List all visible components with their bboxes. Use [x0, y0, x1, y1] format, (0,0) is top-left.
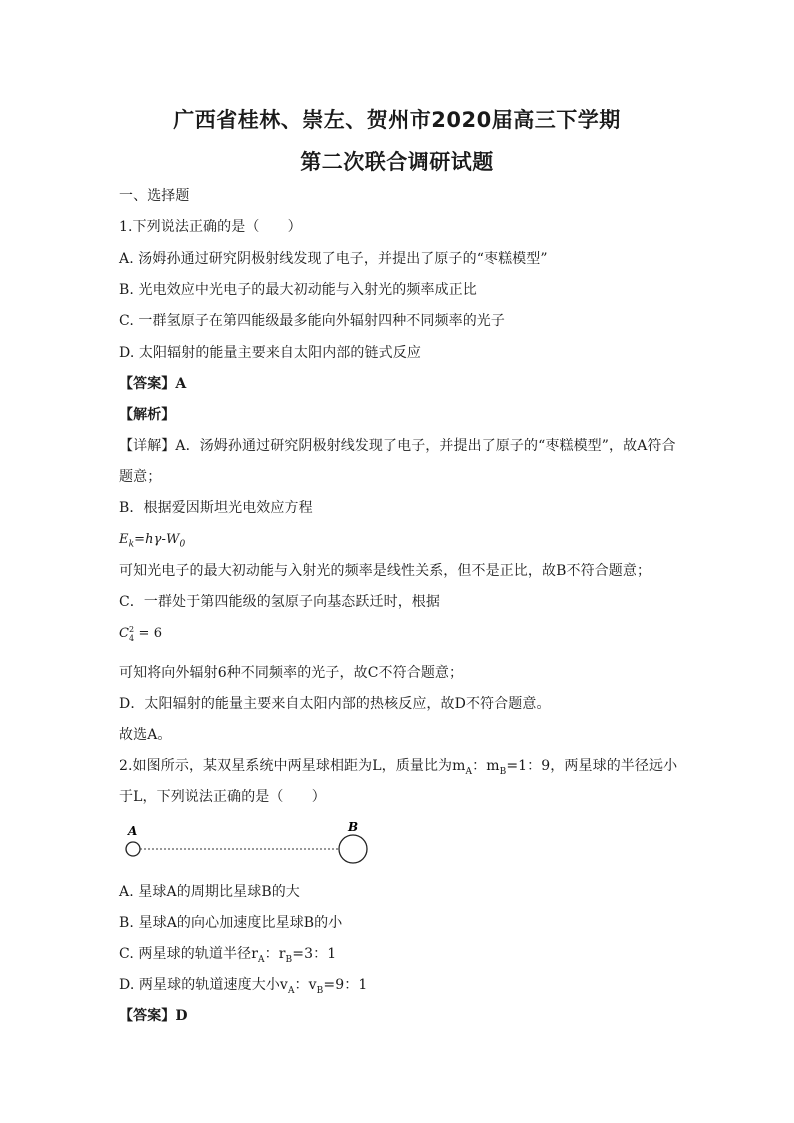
formula-c-rest: = 6 [134, 626, 163, 641]
q2-stem-ratio: =1：9，两星球的半径远小 [506, 758, 678, 774]
q2-stem-text: 2.如图所示，某双星系统中两星球相距为L，质量比为m [119, 758, 466, 774]
title-line-1: 广西省桂林、崇左、贺州市2020届高三下学期 [173, 108, 621, 132]
q1-detail-b-1: B．根据爱因斯坦光电效应方程 [119, 500, 313, 516]
q2-option-d [119, 975, 367, 1001]
diagram-label-a: A [128, 824, 138, 838]
star-b-circle [339, 835, 367, 863]
q1-conclusion: 故选A。 [119, 727, 172, 743]
formula-w-sub: 0 [179, 539, 186, 550]
q1-stem: 1.下列说法正确的是（ ） [119, 219, 302, 235]
q1-answer: 【答案】A [119, 376, 187, 392]
q2-option-d-post: =9：1 [323, 977, 368, 993]
q2-stem-line-1 [119, 756, 677, 782]
q2-option-d-pre: D. 两星球的轨道速度大小v [119, 977, 288, 993]
q1-formula-photoelectric [119, 530, 185, 555]
q2-option-c-pre: C. 两星球的轨道半径r [119, 946, 259, 962]
q2-option-c-sub-a: A [258, 954, 265, 965]
q2-option-c-sub-b: B [285, 954, 293, 965]
q2-option-d-sub-a: A [287, 985, 295, 996]
star-a-circle [126, 842, 140, 856]
formula-ek: E [119, 532, 129, 547]
q2-option-d-sub-b: B [316, 985, 324, 996]
q1-detail-c-1: C．一群处于第四能级的氢原子向基态跃迁时，根据 [119, 594, 441, 610]
q2-option-c [119, 944, 336, 970]
q2-stem-sub-a: A [465, 766, 473, 777]
q2-option-c-post: =3：1 [292, 946, 337, 962]
q1-detail-d: D．太阳辐射的能量主要来自太阳内部的热核反应，故D不符合题意。 [119, 696, 551, 712]
q1-analysis-label: 【解析】 [119, 407, 176, 423]
q1-detail-c-2: 可知将向外辐射6种不同频率的光子，故C不符合题意； [119, 665, 464, 681]
formula-c-sup: 2 [129, 624, 135, 634]
q2-stem-colon: ：m [472, 758, 500, 774]
q1-formula-combination [119, 624, 162, 644]
title-line-2: 第二次联合调研试题 [300, 150, 494, 174]
q2-option-d-mid: ：v [294, 977, 317, 993]
q1-option-d: D. 太阳辐射的能量主要来自太阳内部的链式反应 [119, 345, 421, 361]
q2-option-b: B. 星球A的向心加速度比星球B的小 [119, 915, 343, 931]
formula-c-main: C [119, 626, 130, 641]
q1-detail-a-2: 题意； [119, 469, 162, 485]
q1-detail-b-2: 可知光电子的最大初动能与入射光的频率是线性关系，但不是正比，故B不符合题意； [119, 563, 652, 579]
q1-detail-a-1: 【详解】A．汤姆孙通过研究阴极射线发现了电子，并提出了原子的“枣糕模型”，故A符合 [119, 438, 676, 454]
q2-answer: 【答案】D [119, 1008, 188, 1024]
section-heading: 一、选择题 [119, 188, 190, 204]
q1-option-c: C. 一群氢原子在第四能级最多能向外辐射四种不同频率的光子 [119, 313, 506, 329]
q2-option-c-mid: ：r [264, 946, 286, 962]
formula-ek-sub: k [128, 539, 135, 550]
q2-option-a: A. 星球A的周期比星球B的大 [119, 884, 300, 900]
formula-c-sub: 4 [129, 633, 135, 643]
q1-option-a: A. 汤姆孙通过研究阴极射线发现了电子，并提出了原子的“枣糕模型” [119, 251, 548, 267]
q2-stem-sub-b: B [499, 766, 507, 777]
binary-star-diagram [119, 818, 379, 870]
q1-option-b: B. 光电效应中光电子的最大初动能与入射光的频率成正比 [119, 282, 477, 298]
q2-stem-line-2: 于L，下列说法正确的是（ ） [119, 789, 326, 805]
formula-rest: =hγ-W [134, 532, 180, 547]
diagram-label-b: B [348, 820, 359, 834]
